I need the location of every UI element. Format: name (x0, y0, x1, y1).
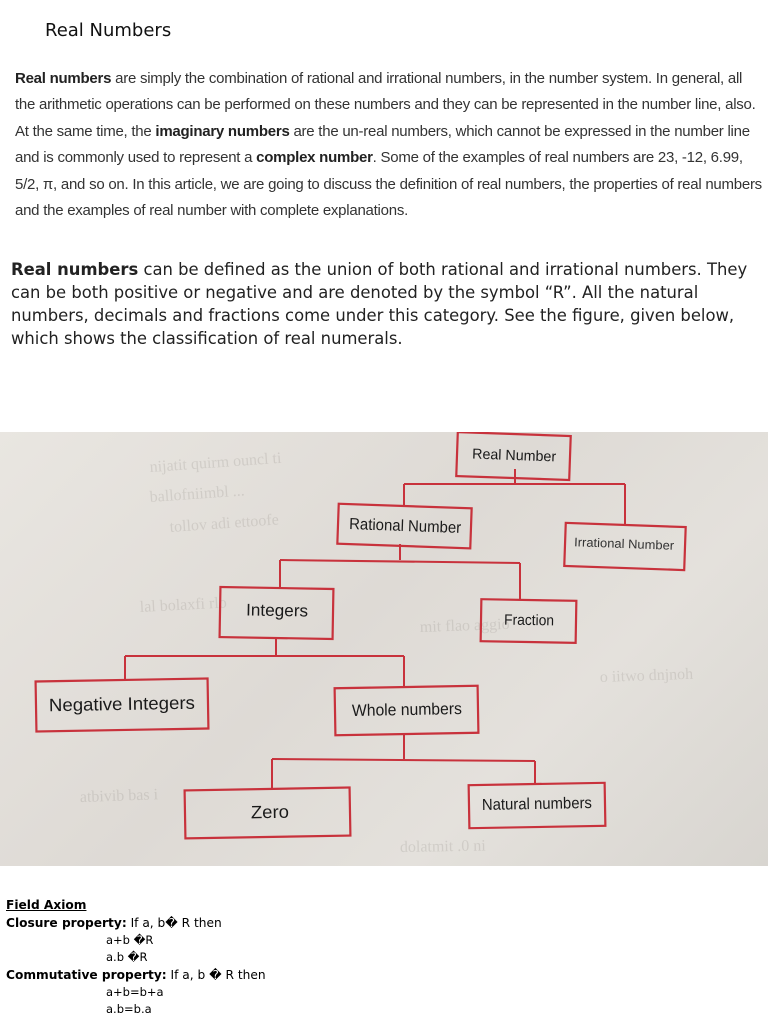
node-real-number: Real Number (471, 446, 558, 466)
node-whole-numbers: Whole numbers (351, 699, 468, 720)
intro-paragraph (15, 66, 763, 224)
node-negative-integers: Negative Integers (48, 692, 191, 716)
closure-label: Closure property (6, 916, 122, 930)
field-axiom-section (6, 896, 266, 1018)
svg-text:mit flao aggio: mit flao aggio (419, 615, 510, 636)
node-boxes (36, 432, 686, 838)
node-zero: Zero (250, 801, 289, 823)
svg-text:ballofniimbl ...: ballofniimbl ... (149, 482, 246, 506)
page-title: Real Numbers (45, 20, 172, 41)
field-axiom-heading: Field Axiom (6, 898, 87, 912)
node-natural-numbers: Natural numbers (481, 794, 601, 814)
closure-multiplication: a.b �R (106, 950, 148, 964)
closure-addition: a+b �R (106, 933, 154, 947)
svg-text:dolatmit .0 ni: dolatmit .0 ni (399, 837, 486, 856)
commutative-addition: a+b=b+a (106, 985, 164, 999)
term-complex-number: complex number (256, 149, 373, 167)
intro-text-3: . Some of the examples of real numbers are 23, -12, 6.99, 5/2, π, and so on. In this article, we are going to discuss the definition of real numbers, the properties of real numbers and the examples of real number with complete explanations. (15, 149, 762, 220)
commutative-multiplication: a.b=b.a (106, 1002, 152, 1016)
svg-text:lal bolaxfi rlo: lal bolaxfi rlo (139, 594, 228, 616)
node-irrational-number: Irrational Number (573, 535, 671, 553)
node-fraction: Fraction (503, 611, 559, 630)
classification-diagram (0, 432, 768, 866)
term-imaginary-numbers: imaginary numbers (155, 122, 290, 140)
svg-text:tollov adi ettoofe: tollov adi ettoofe (169, 511, 280, 536)
definition-paragraph (11, 258, 761, 350)
closure-condition: If a, b� R then (126, 916, 222, 930)
svg-text:nijatit quirm ouncl ti: nijatit quirm ouncl ti (149, 449, 282, 476)
classification-figure (0, 432, 768, 866)
commutative-property (6, 966, 266, 984)
definition-term: Real numbers (11, 260, 139, 279)
node-integers: Integers (245, 600, 308, 621)
node-rational-number: Rational Number (348, 516, 470, 538)
term-real-numbers: Real numbers (15, 70, 112, 87)
intro-text-2: are the un-real numbers, which cannot be expressed in the number line and is commonly used to represent a (15, 122, 750, 167)
commutative-label: Commutative property: (6, 968, 167, 982)
intro-text-1: are simply the combination of rational and irrational numbers, in the number system. In general, all the arithmetic operations can be performed on these numbers and they can be represented in the number line, also. At the same time, the (15, 70, 756, 140)
svg-text:o iitwo dnjnoh: o iitwo dnjnoh (599, 665, 694, 686)
closure-property (6, 914, 266, 932)
definition-text: can be defined as the union of both rational and irrational numbers. They can be both positive or negative and are denoted by the symbol “R”. All the natural numbers, decimals and fractions come under this category. See the figure, given below, which shows the classification of real numerals. (11, 260, 748, 348)
commutative-condition: If a, b � R then (166, 968, 266, 982)
svg-text:atbivib bas i: atbivib bas i (79, 786, 159, 806)
closure-colon: : (121, 916, 127, 930)
